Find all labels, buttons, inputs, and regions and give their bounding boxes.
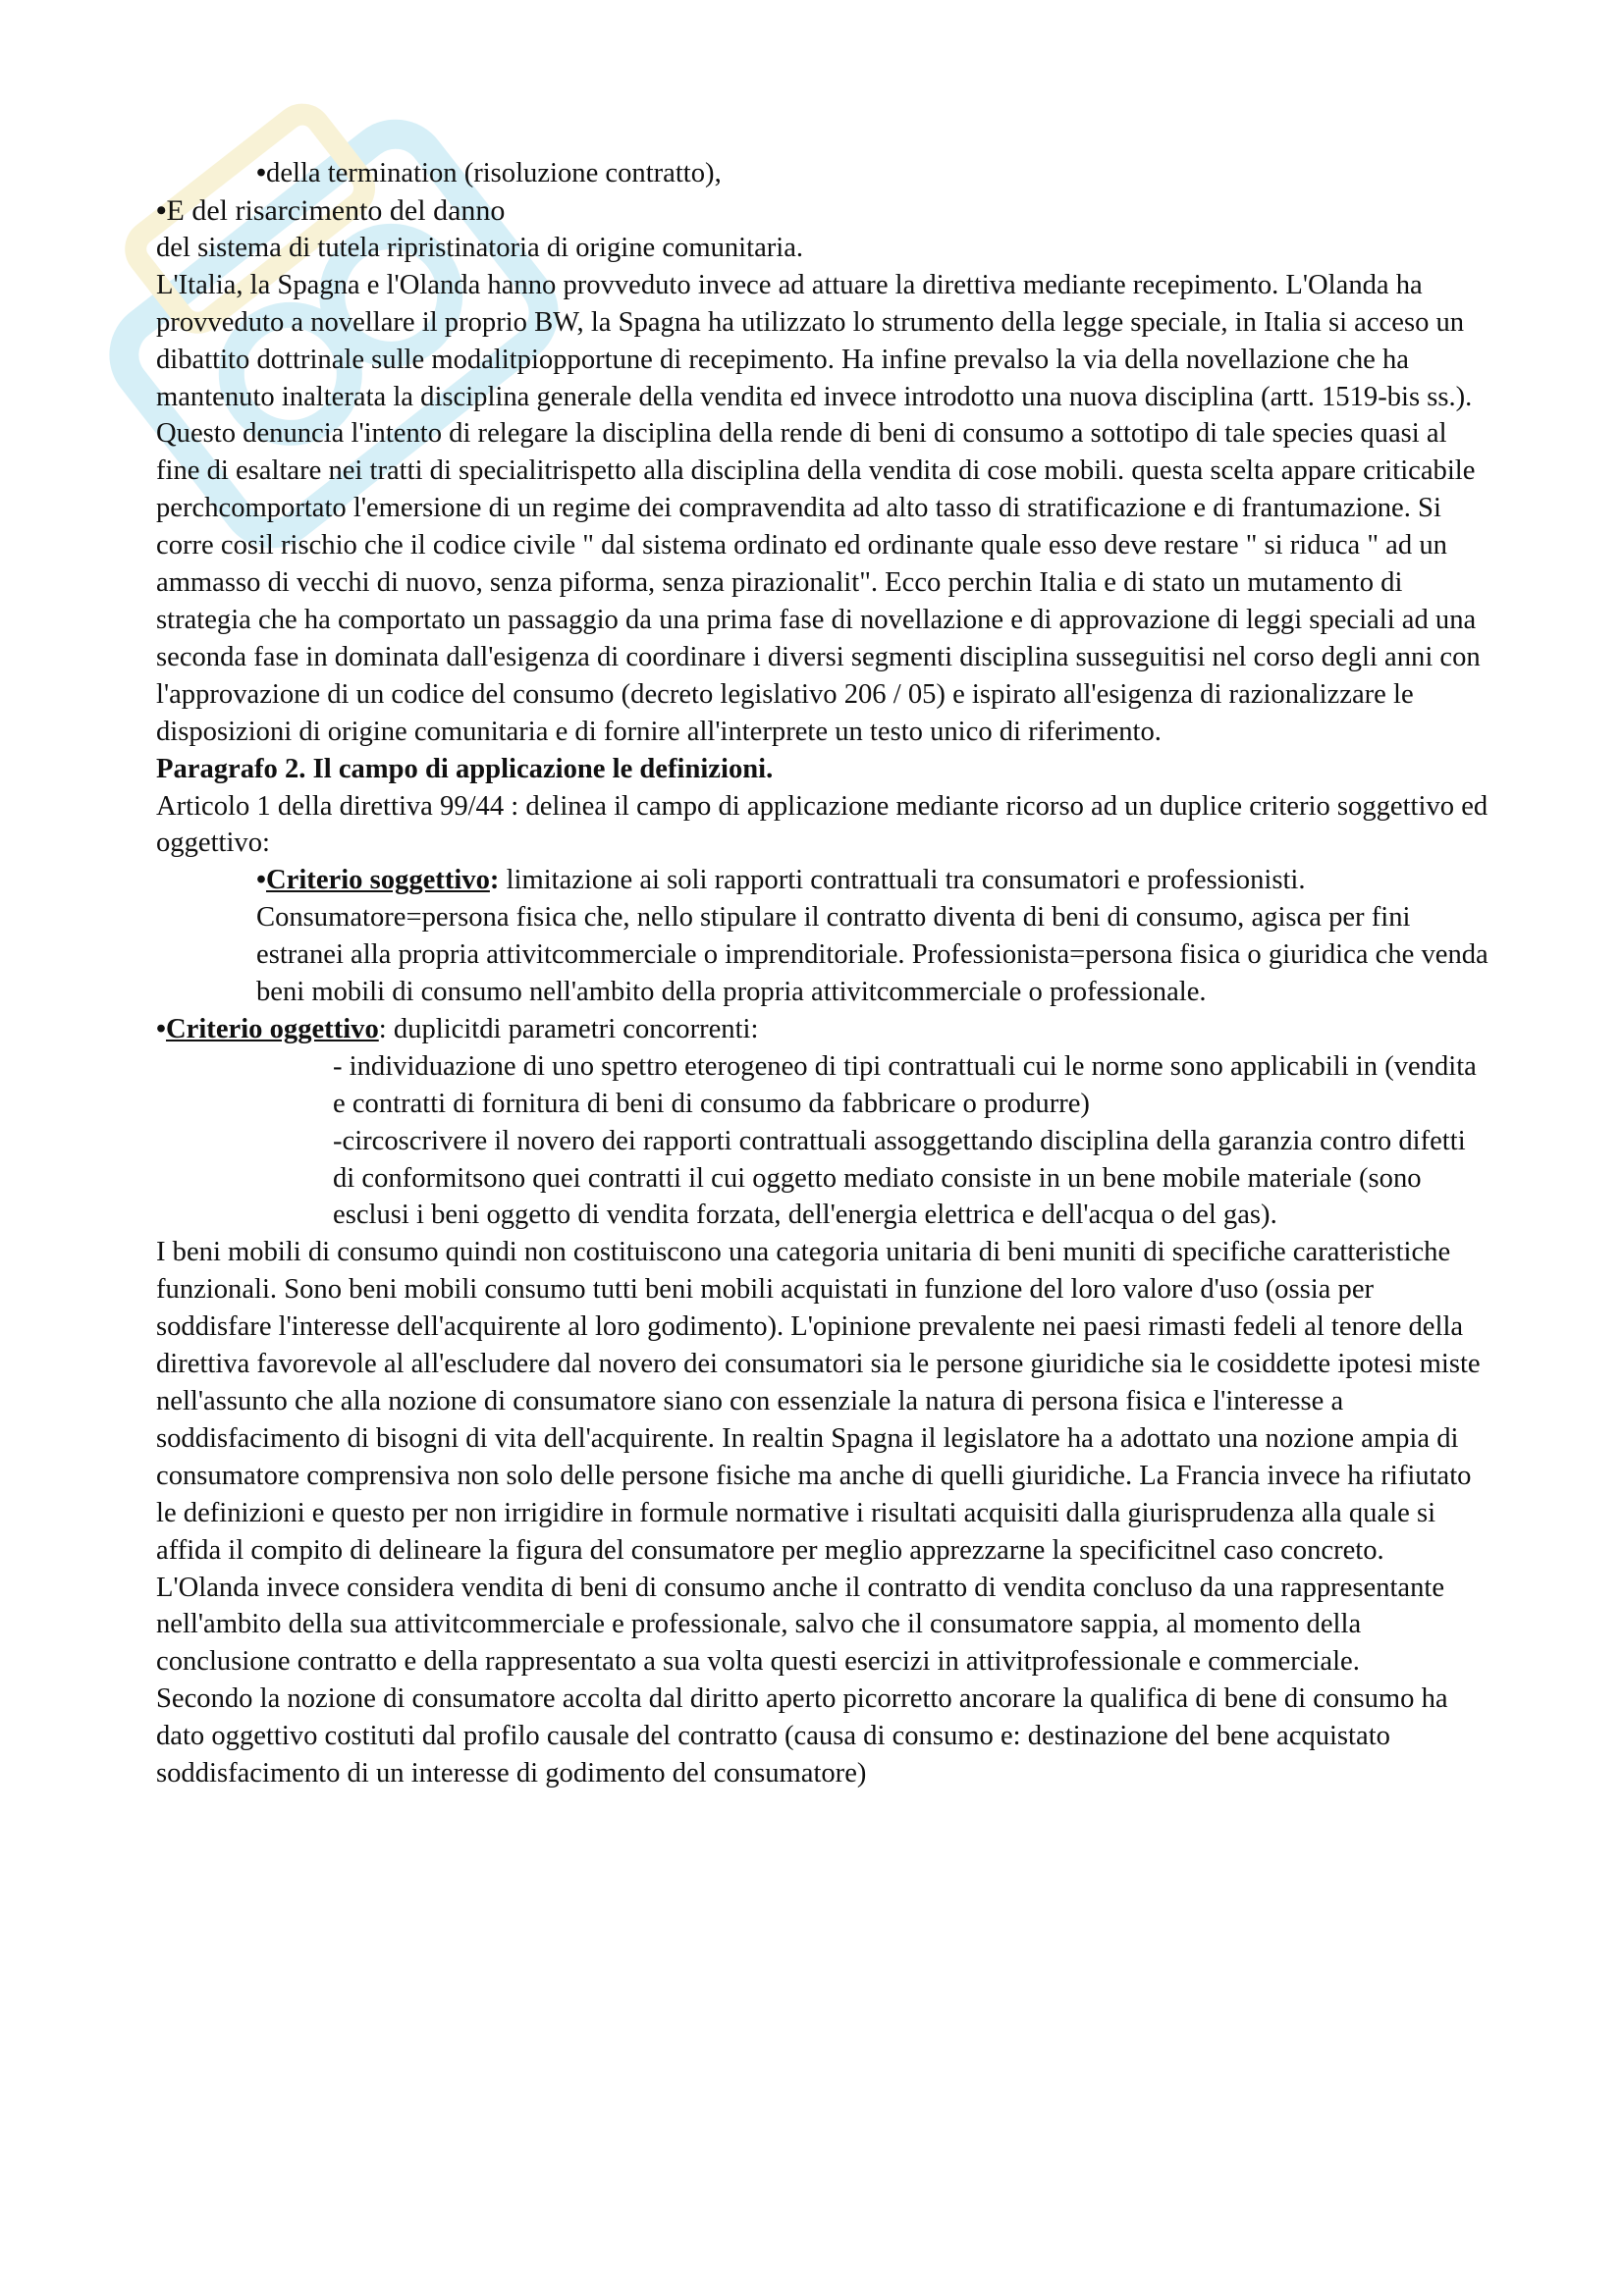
bullet-termination: • della termination (risoluzione contratto), (156, 155, 1491, 192)
dash-item: - individuazione di uno spettro eterogeneo di tipi contrattuali cui le norme sono applicabili in (vendita e contratti di fornitura di beni di consumo da fabbricare o produrre) (333, 1050, 1477, 1119)
document-page (156, 155, 1491, 1792)
bullet-risarcimento: • E del risarcimento del danno (156, 192, 1491, 230)
criterio-soggettivo: • Criterio soggettivo: limitazione ai soli rapporti contrattuali tra consumatori e professionisti. Consumatore=persona fisica che, nello stipulare il contratto diventa di beni di consumo, agisca per fini estranei alla propria attivitcommerciale o imprenditoriale. Professionista=persona fisica o giuridica che venda beni mobili di consumo nell'ambito della propria attivitcommerciale o professionale. (156, 862, 1491, 1011)
closing-paragraph: Secondo la nozione di consumatore accolta dal diritto aperto picorretto ancorare la qualifica di bene di consumo ha dato oggettivo costituti dal profilo causale del contratto (causa di consumo e: destinazione del bene acquistato soddisfacimento di un interesse di godimento del consumatore) (156, 1683, 1448, 1789)
intro-line: del sistema di tutela ripristinatoria di origine comunitaria. (156, 232, 804, 263)
intro-paragraph: L'Italia, la Spagna e l'Olanda hanno provveduto invece ad attuare la direttiva mediante recepimento. L'Olanda ha provveduto a novellare il proprio BW, la Spagna ha utilizzato lo strumento della legge speciale, in Italia si acceso un dibattito dottrinale sulle modalitpiopportune di recepimento. Ha infine prevalso la via della novellazione che ha mantenuto inalterata la disciplina generale della vendita ed invece introdotto una nuova disciplina (artt. 1519-bis ss.). Questo denuncia l'intento di relegare la disciplina della rende di beni di consumo a sottotipo di tale species quasi al fine di esaltare nei tratti di specialitrispetto alla disciplina della vendita di cose mobili. questa scelta appare criticabile perchcomportato l'emersione di un regime dei compravendita ad alto tasso di stratificazione e di frantumazione. Si corre cosil rischio che il codice civile " dal sistema ordinato ed ordinante quale esso deve restare " si riduca " ad un ammasso di vecchi di nuovo, senza piforma, senza pirazionalit". Ecco perchin Italia e di stato un mutamento di strategia che ha comportato un passaggio da una prima fase di novellazione e di approvazione di leggi speciali ad una seconda fase in dominata dall'esigenza di coordinare i diversi segmenti disciplina susseguitisi nel corso degli anni con l'approvazione di un codice del consumo (decreto legislativo 206 / 05) e ispirato all'esigenza di razionalizzare le disposizioni di origine comunitaria e di fornire all'interprete un testo unico di riferimento. (156, 269, 1481, 747)
article-paragraph: Articolo 1 della direttiva 99/44 : delinea il campo di applicazione mediante ricorso ad un duplice criterio soggettivo ed oggettivo: (156, 790, 1488, 859)
criterio-oggettivo: • Criterio oggettivo: duplicitdi parametri concorrenti: (156, 1011, 1491, 1048)
section-heading: Paragrafo 2. Il campo di applicazione le definizioni. (156, 753, 774, 784)
dash-item: -circoscrivere il novero dei rapporti contrattuali assoggettando disciplina della garanzia contro difetti di conformitsono quei contratti il cui oggetto mediato consiste in un bene mobile materiale (sono esclusi i beni oggetto di vendita forzata, dell'energia elettrica e dell'acqua o del gas). (333, 1125, 1466, 1231)
closing-paragraph: I beni mobili di consumo quindi non costituiscono una categoria unitaria di beni muniti di specifiche caratteristiche funzionali. Sono beni mobili consumo tutti beni mobili acquistati in funzione del loro valore d'uso (ossia per soddisfare l'interesse dell'acquirente al loro godimento). L'opinione prevalente nei paesi rimasti fedeli al tenore della direttiva favorevole al all'escludere dal novero dei consumatori sia le persone giuridiche sia le cosiddette ipotesi miste nell'assunto che alla nozione di consumatore siano con essenziale la natura di persona fisica e l'interesse a soddisfacimento di bisogni di vita dell'acquirente. In realtin Spagna il legislatore ha a adottato una nozione ampia di consumatore comprensiva non solo delle persone fisiche ma anche di quelli giuridiche. La Francia invece ha rifiutato le definizioni e questo per non irrigidire in formule normative i risultati acquisiti dalla giurisprudenza alla quale si affida il compito di delineare la figura del consumatore per meglio apprezzarne la specificitnel caso concreto. L'Olanda invece considera vendita di beni di consumo anche il contratto di vendita concluso da una rappresentante nell'ambito della sua attivitcommerciale e professionale, salvo che il consumatore sappia, al momento della conclusione contratto e della rappresentato a sua volta questi esercizi in attivitprofessionale e commerciale. (156, 1237, 1481, 1678)
